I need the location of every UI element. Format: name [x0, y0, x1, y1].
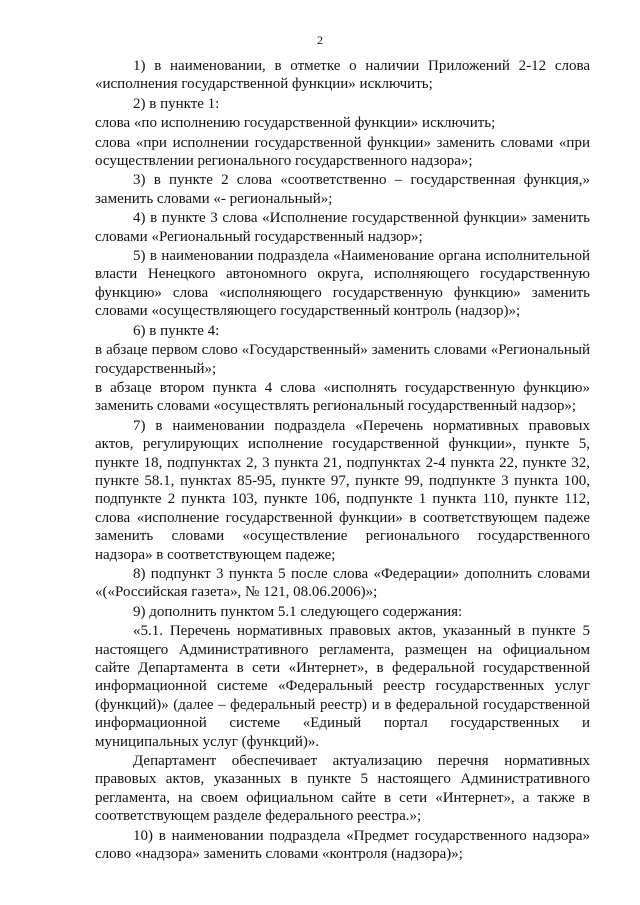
- item-6-subparagraph-2: в абзаце втором пункта 4 слова «исполнять государственную функцию» заменить словами «осуществлять региональный государственный надзор»;: [95, 379, 590, 415]
- item-10-paragraph: 10) в наименовании подраздела «Предмет государственного надзора» слово «надзора» заменить словами «контроля (надзора)»;: [95, 827, 590, 863]
- item-7-paragraph: 7) в наименовании подраздела «Перечень нормативных правовых актов, регулирующих исполнение государственной функции», пункте 5, пункте 18, подпунктах 2, 3 пункта 21, подпунктах 2-4 пункта 22, пункте 32, пункте 58.1, пунктах 85-95, пункте 97, пункте 99, подпункте 3 пункта 100, подпункте 2 пункта 103, пункте 106, подпункте 1 пункта 110, пункте 112, слова «исполнение государственной функции» в соответствующем падеже заменить словами «осуществление регионального государственного надзора» в соответствующем падеже;: [95, 417, 590, 563]
- document-body: [95, 57, 590, 864]
- item-9-quote-paragraph-2: Департамент обеспечивает актуализацию перечня нормативных правовых актов, указанных в пункте 5 настоящего Административного регламента, на своем официальном сайте в сети «Интернет», а также в соответствующем разделе федерального реестра.»;: [95, 753, 590, 825]
- item-5-paragraph: 5) в наименовании подраздела «Наименование органа исполнительной власти Ненецкого автономного округа, исполняющего государственную функцию» слова «исполняющего государственную функцию» заменить словами «осуществляющего государственный контроль (надзор)»;: [95, 248, 590, 320]
- item-9-paragraph: 9) дополнить пунктом 5.1 следующего содержания:: [133, 603, 463, 620]
- item-6-subparagraph-1: в абзаце первом слово «Государственный» заменить словами «Региональный государственный»;: [95, 342, 590, 377]
- item-4-paragraph: 4) в пункте 3 слова «Исполнение государственной функции» заменить словами «Региональный государственный надзор»;: [95, 210, 590, 245]
- item-9-quote-paragraph-1: «5.1. Перечень нормативных правовых актов, указанный в пункте 5 настоящего Административного регламента, размещен на официальном сайте Департамента в сети «Интернет», в федеральной государственной информационной системе «Федеральный реестр государственных услуг (функций)» (далее – федеральный реестр) и в федеральной государственной информационной системе «Единый портал государственных и муниципальных услуг (функций)».: [95, 623, 590, 750]
- item-3-paragraph: 3) в пункте 2 слова «соответственно – государственная функция,» заменить словами «- региональный»;: [95, 172, 590, 207]
- item-2-paragraph: 2) в пункте 1:: [133, 95, 220, 112]
- item-1-paragraph: 1) в наименовании, в отметке о наличии Приложений 2-12 слова «исполнения государственной функции» исключить;: [95, 58, 590, 93]
- item-2-subparagraph-2: слова «при исполнении государственной функции» заменить словами «при осуществлении регионального государственного надзора»;: [95, 134, 590, 170]
- item-2-subparagraph-1: слова «по исполнению государственной функции» исключить;: [95, 115, 496, 132]
- item-6-paragraph: 6) в пункте 4:: [133, 322, 220, 339]
- item-8-paragraph: 8) подпункт 3 пункта 5 после слова «Федерации» дополнить словами «(«Российская газета», № 121, 08.06.2006)»;: [95, 565, 590, 601]
- page-number: 2: [317, 33, 323, 47]
